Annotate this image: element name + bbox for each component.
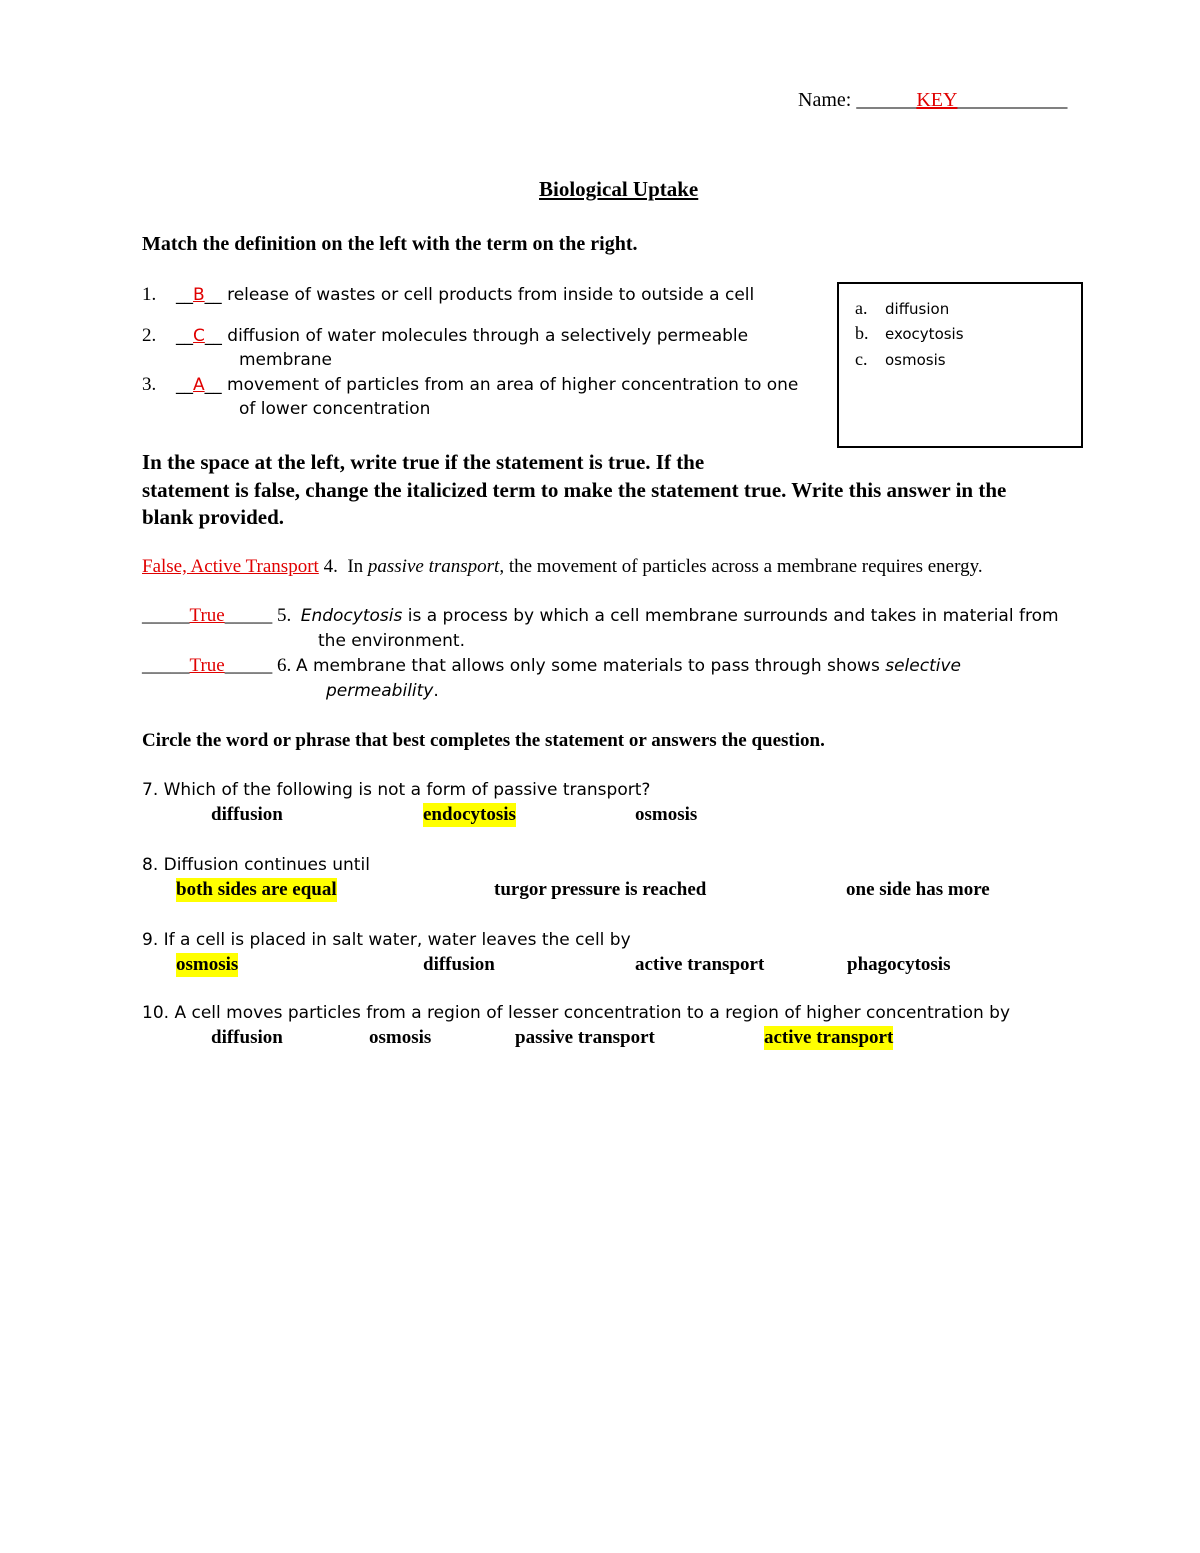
- match-item-1: [142, 283, 754, 307]
- term-letter: b.: [855, 323, 869, 343]
- blank: __: [176, 326, 193, 346]
- tf-text: .: [433, 681, 439, 701]
- tf-italic-term-6: selective: [885, 656, 961, 676]
- mc-option-answer[interactable]: endocytosis: [423, 804, 516, 825]
- mc-option[interactable]: phagocytosis: [847, 954, 951, 975]
- true-false-instruction-3: blank provided.: [142, 505, 285, 529]
- mc-question-9: 9. If a cell is placed in salt water, water leaves the cell by: [142, 930, 631, 950]
- term-a: [855, 296, 949, 321]
- match-item-3: [142, 373, 798, 397]
- match-answer-2: C: [193, 326, 205, 346]
- tf-italic-term-5: Endocytosis: [300, 606, 403, 626]
- page-title: Biological Uptake: [539, 177, 699, 201]
- blank: __: [204, 375, 222, 395]
- name-line: [798, 88, 1067, 112]
- term-letter: c.: [855, 349, 868, 369]
- tf-answer-5: True: [189, 605, 225, 626]
- term-text: exocytosis: [885, 325, 964, 343]
- match-definition-2-cont: membrane: [239, 350, 333, 370]
- match-answer-3: A: [193, 375, 205, 395]
- terms-box: [837, 282, 1083, 448]
- mc-option[interactable]: diffusion: [211, 804, 283, 825]
- mc-option[interactable]: turgor pressure is reached: [494, 879, 707, 900]
- match-definition-3-cont: of lower concentration: [239, 399, 431, 419]
- term-b: [855, 321, 964, 346]
- term-text: diffusion: [885, 300, 950, 318]
- name-label: Name:: [798, 89, 852, 111]
- blank: __: [204, 326, 222, 346]
- match-num: 2.: [142, 325, 157, 346]
- tf-text: is a process by which a cell membrane surrounds and takes in material from: [402, 606, 1059, 626]
- tf-answer-4: False, Active Transport: [142, 556, 319, 577]
- mc-question-10: 10. A cell moves particles from a region of lesser concentration to a region of higher concentration by: [142, 1003, 1011, 1023]
- name-value: KEY: [916, 89, 958, 111]
- mc-question-8: 8. Diffusion continues until: [142, 855, 370, 875]
- match-item-2: [142, 324, 748, 348]
- mc-option[interactable]: active transport: [635, 954, 765, 975]
- mc-option-answer[interactable]: active transport: [764, 1027, 894, 1048]
- mc-option[interactable]: diffusion: [211, 1027, 283, 1048]
- tf-question-5: [142, 604, 1059, 628]
- match-definition-2: diffusion of water molecules through a selectively permeable: [221, 326, 749, 346]
- mc-question-7: 7. Which of the following is not a form of passive transport?: [142, 780, 651, 800]
- blank: __: [176, 285, 193, 305]
- name-blank-before: ______: [856, 89, 917, 111]
- matching-instruction: Match the definition on the left with the term on the right.: [142, 233, 638, 255]
- blank: _____: [224, 605, 273, 626]
- match-definition-3: movement of particles from an area of higher concentration to one: [221, 375, 799, 395]
- tf-question-6-cont: [326, 679, 439, 703]
- mc-option[interactable]: diffusion: [423, 954, 495, 975]
- mc-option-answer[interactable]: osmosis: [176, 954, 239, 975]
- term-text: osmosis: [885, 351, 946, 369]
- match-num: 3.: [142, 374, 157, 395]
- match-num: 1.: [142, 284, 157, 305]
- tf-italic-term-6b: permeability: [326, 681, 434, 701]
- blank: __: [204, 285, 222, 305]
- true-false-instruction-1: In the space at the left, write true if the statement is true. If the: [142, 450, 705, 474]
- tf-text: A membrane that allows only some materials to pass through shows: [295, 656, 886, 676]
- term-letter: a.: [855, 298, 868, 318]
- name-blank-after: ___________: [957, 89, 1068, 111]
- tf-num-6: 6.: [272, 655, 292, 676]
- tf-num-4: 4.: [318, 556, 338, 577]
- blank: _____: [142, 655, 190, 676]
- tf-text: , the movement of particles across a membrane requires energy.: [499, 556, 983, 577]
- tf-question-4: [142, 555, 983, 579]
- blank: _____: [142, 605, 190, 626]
- blank: _____: [224, 655, 273, 676]
- circle-instruction: Circle the word or phrase that best completes the statement or answers the question.: [142, 730, 825, 751]
- mc-option-answer[interactable]: both sides are equal: [176, 879, 337, 900]
- mc-option[interactable]: one side has more: [846, 879, 990, 900]
- tf-num-5: 5.: [272, 605, 292, 626]
- tf-answer-6: True: [189, 655, 225, 676]
- tf-text: In: [347, 556, 368, 577]
- mc-option[interactable]: osmosis: [369, 1027, 432, 1048]
- match-definition-1: release of wastes or cell products from inside to outside a cell: [221, 285, 755, 305]
- tf-question-6: [142, 654, 961, 678]
- tf-question-5-cont: the environment.: [318, 631, 465, 651]
- mc-option[interactable]: passive transport: [515, 1027, 655, 1048]
- tf-italic-term-4: passive transport: [367, 556, 500, 577]
- term-c: [855, 347, 946, 372]
- true-false-instruction-2: statement is false, change the italicized term to make the statement true. Write this answer in the: [142, 478, 1007, 502]
- blank: __: [176, 375, 193, 395]
- mc-option[interactable]: osmosis: [635, 804, 698, 825]
- match-answer-1: B: [193, 285, 205, 305]
